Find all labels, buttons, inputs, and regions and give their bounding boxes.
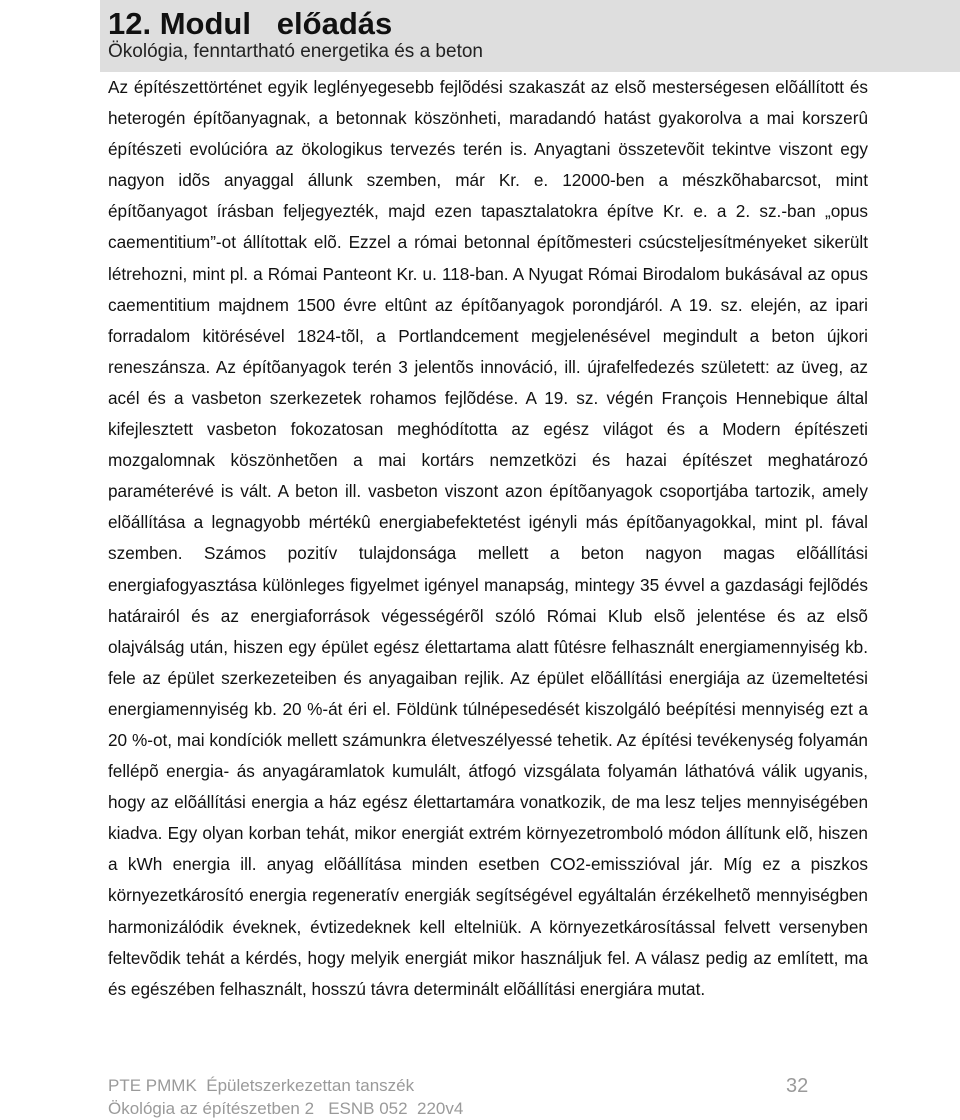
footer-info [108,1074,463,1120]
module-subtitle: Ökológia, fenntartható energetika és a beton [108,41,483,62]
module-title: 12. Modul előadás [108,6,393,41]
footer-department: PTE PMMK Épületszerkezettan tanszék [108,1076,415,1095]
body-paragraph: Az építészettörténet egyik leglényegesebb fejlõdési szakaszát az elsõ mesterségesen elõállított és heterogén építõanyagnak, a betonnak köszönheti, maradandó hatást gyakorolva a mai korszerû építészeti evolúcióra az ökologikus tervezés terén is. Anyagtani összetevõit tekintve viszont egy nagyon idõs anyaggal állunk szemben, már Kr. e. 12000-ben a mészkõhabarcsot, mint építõanyagot írásban feljegyezték, majd ezen tapasztalatokra építve Kr. e. a 2. sz.-ban „opus caementitium”-ot állítottak elõ. Ezzel a római betonnal építõmesteri csúcsteljesítményeket sikerült létrehozni, mint pl. a Római Panteont Kr. u. 118-ban. A Nyugat Római Birodalom bukásával az opus caementitium majdnem 1500 évre eltûnt az építõanyagok porondjáról. A 19. sz. elején, az ipari forradalom kitörésével 1824-tõl, a Portlandcement megjelenésével megindult a beton újkori reneszánsza. Az építõanyagok terén 3 jelentõs innováció, ill. újrafelfedezés született: az üveg, az acél és a vasbeton szerkezetek rohamos fejlõdése. A 19. sz. végén François Hennebique által kifejlesztett vasbeton fokozatosan meghódította az egész világot és a Modern építészeti mozgalomnak köszönhetõen a mai kortárs nemzetközi és hazai építészet meghatározó paraméterévé is vált. A beton ill. vasbeton viszont azon építõanyagok csoportjába tartozik, amely elõállítása a legnagyobb mértékû energiabefektetést igényli más építõanyagokkal, mint pl. fával szemben. Számos pozitív tulajdonsága mellett a beton nagyon magas elõállítási energiafogyasztása különleges figyelmet igényel manapság, mintegy 35 évvel a gazdasági fejlõdés határairól és az energiaforrások végességérõl szóló Római Klub elsõ jelentése és az elsõ olajválság után, hiszen egy épület egész élettartama alatt fûtésre felhasznált energiamennyiség kb. fele az épület szerkezeteiben és anyagaiban rejlik. Az épület elõállítási energiája az üzemeltetési energiamennyiség kb. 20 %-át éri el. Földünk túlnépesedését kiszolgáló beépítési mennyiség ezt a 20 %-ot, mai kondíciók mellett számunkra életveszélyessé tehetik. Az építési tevékenység folyamán fellépõ energia- ás anyagáramlatok kumulált, átfogó vizsgálata folyamán láthatóvá válik ugyanis, hogy az elõállítási energia a ház egész élettartamára vonatkozik, de ma lesz teljes mennyiségében kiadva. Egy olyan korban tehát, mikor energiát extrém környezetromboló módon állítunk elõ, hiszen a kWh energia ill. anyag elõállítása minden esetben CO2-emisszióval jár. Míg ez a piszkos környezetkárosító energia regeneratív energiák segítségével egyáltalán érzékelhetõ mennyiségben harmonizálódik éveknek, évtizedeknek kell eltelniük. A környezetkárosítással felvett versenyben feltevõdik tehát a kérdés, hogy melyik energiát mikor használjuk fel. A válasz pedig az említett, ma és egészében felhasznált, hosszú távra determinált elõállítási energiára mutat. [108,77,868,999]
page-number: 32 [786,1075,809,1097]
footer-course: Ökológia az építészetben 2 ESNB 052 220v4 [108,1099,464,1118]
